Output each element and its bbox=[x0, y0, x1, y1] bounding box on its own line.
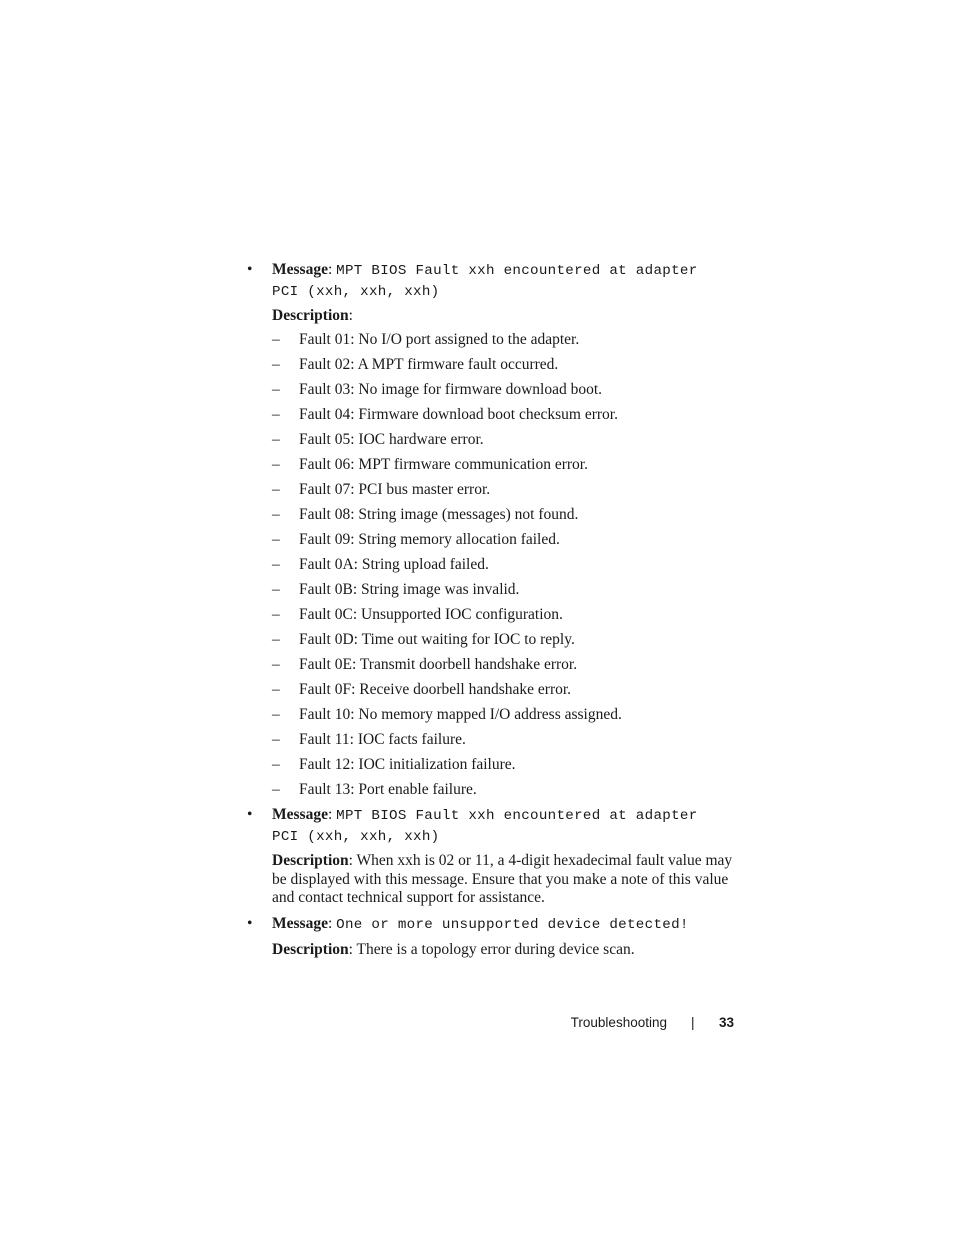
fault-list-item bbox=[272, 430, 752, 455]
message-code-line-1: MPT BIOS Fault xxh encountered at adapter bbox=[336, 808, 698, 824]
fault-list-item bbox=[272, 380, 752, 405]
fault-description: Fault 10: No memory mapped I/O address assigned. bbox=[299, 706, 622, 723]
fault-list-item bbox=[272, 455, 752, 480]
list-dash: – bbox=[272, 656, 280, 673]
fault-description: Fault 0E: Transmit doorbell handshake error. bbox=[299, 656, 578, 673]
list-dash: – bbox=[272, 431, 280, 448]
list-dash: – bbox=[272, 781, 280, 798]
message-entry-content bbox=[272, 805, 742, 908]
description bbox=[272, 941, 742, 960]
message-label: Message bbox=[272, 806, 328, 823]
fault-list-item bbox=[272, 680, 752, 705]
list-dash: – bbox=[272, 506, 280, 523]
message-entry-2 bbox=[247, 805, 747, 910]
bullet: • bbox=[247, 261, 253, 278]
fault-list-item bbox=[272, 780, 752, 805]
list-dash: – bbox=[272, 481, 280, 498]
message-line-2 bbox=[272, 281, 742, 302]
message-code-line-1: MPT BIOS Fault xxh encountered at adapter bbox=[336, 263, 698, 279]
fault-list-item bbox=[272, 530, 752, 555]
fault-list-item bbox=[272, 480, 752, 505]
description bbox=[272, 852, 738, 908]
message-entry-3 bbox=[247, 914, 747, 964]
message-line bbox=[272, 805, 742, 826]
fault-description: Fault 0B: String image was invalid. bbox=[299, 581, 520, 598]
description-text: : bbox=[348, 307, 353, 324]
list-dash: – bbox=[272, 356, 280, 373]
fault-list-item bbox=[272, 630, 752, 655]
description-text: : When xxh is 02 or 11, a 4-digit hexadecimal fault value may be displayed with this message. Ensure that you make a note of this value and contact technical support for assistance. bbox=[272, 852, 733, 906]
fault-description: Fault 0A: String upload failed. bbox=[299, 556, 489, 573]
fault-list-item bbox=[272, 505, 752, 530]
message-separator: : bbox=[327, 915, 337, 932]
footer-section-title: Troubleshooting bbox=[570, 1015, 667, 1030]
message-separator: : bbox=[327, 806, 337, 823]
list-dash: – bbox=[272, 606, 280, 623]
fault-description: Fault 13: Port enable failure. bbox=[299, 781, 477, 798]
fault-list-item bbox=[272, 605, 752, 630]
fault-description: Fault 08: String image (messages) not found. bbox=[299, 506, 579, 523]
fault-list-item bbox=[272, 355, 752, 380]
fault-description: Fault 0C: Unsupported IOC configuration. bbox=[299, 606, 563, 623]
message-code-line-2: PCI (xxh, xxh, xxh) bbox=[272, 829, 440, 845]
fault-list-item bbox=[272, 730, 752, 755]
fault-description: Fault 01: No I/O port assigned to the adapter. bbox=[299, 331, 580, 348]
fault-description: Fault 04: Firmware download boot checksum error. bbox=[299, 406, 618, 423]
description-label: Description bbox=[272, 941, 349, 958]
description-label: Description bbox=[272, 852, 349, 869]
message-line bbox=[272, 260, 742, 281]
list-dash: – bbox=[272, 331, 280, 348]
message-code-line-1: One or more unsupported device detected! bbox=[336, 917, 689, 933]
fault-list-item bbox=[272, 555, 752, 580]
message-entry-content bbox=[272, 914, 742, 960]
description-label: Description bbox=[272, 307, 349, 324]
fault-description: Fault 02: A MPT firmware fault occurred. bbox=[299, 356, 559, 373]
list-dash: – bbox=[272, 706, 280, 723]
message-code-line-2: PCI (xxh, xxh, xxh) bbox=[272, 284, 440, 300]
fault-description: Fault 12: IOC initialization failure. bbox=[299, 756, 516, 773]
fault-list-item bbox=[272, 655, 752, 680]
fault-list bbox=[272, 330, 752, 805]
fault-list-item bbox=[272, 405, 752, 430]
list-dash: – bbox=[272, 406, 280, 423]
bullet: • bbox=[247, 806, 253, 823]
message-separator: : bbox=[327, 261, 337, 278]
fault-list-item bbox=[272, 330, 752, 355]
list-dash: – bbox=[272, 381, 280, 398]
page-number: 33 bbox=[718, 1015, 734, 1030]
list-dash: – bbox=[272, 581, 280, 598]
fault-description: Fault 03: No image for firmware download boot. bbox=[299, 381, 603, 398]
fault-list-item bbox=[272, 705, 752, 730]
message-line-2 bbox=[272, 826, 742, 847]
fault-description: Fault 05: IOC hardware error. bbox=[299, 431, 484, 448]
message-label: Message bbox=[272, 915, 328, 932]
fault-list-item bbox=[272, 755, 752, 780]
fault-description: Fault 0F: Receive doorbell handshake error. bbox=[299, 681, 572, 698]
description bbox=[272, 307, 742, 326]
fault-description: Fault 06: MPT firmware communication error. bbox=[299, 456, 588, 473]
fault-description: Fault 07: PCI bus master error. bbox=[299, 481, 491, 498]
page-footer bbox=[540, 1015, 740, 1035]
fault-description: Fault 09: String memory allocation failed. bbox=[299, 531, 560, 548]
list-dash: – bbox=[272, 681, 280, 698]
list-dash: – bbox=[272, 556, 280, 573]
message-line bbox=[272, 914, 742, 935]
list-dash: – bbox=[272, 756, 280, 773]
list-dash: – bbox=[272, 531, 280, 548]
message-entry-1 bbox=[247, 260, 747, 330]
message-label: Message bbox=[272, 261, 328, 278]
bullet: • bbox=[247, 915, 253, 932]
list-dash: – bbox=[272, 631, 280, 648]
fault-description: Fault 0D: Time out waiting for IOC to reply. bbox=[299, 631, 575, 648]
fault-description: Fault 11: IOC facts failure. bbox=[299, 731, 466, 748]
message-entry-content bbox=[272, 260, 742, 326]
list-dash: – bbox=[272, 456, 280, 473]
footer-separator: | bbox=[691, 1015, 695, 1030]
fault-list-item bbox=[272, 580, 752, 605]
description-text: : There is a topology error during device scan. bbox=[348, 941, 635, 958]
list-dash: – bbox=[272, 731, 280, 748]
